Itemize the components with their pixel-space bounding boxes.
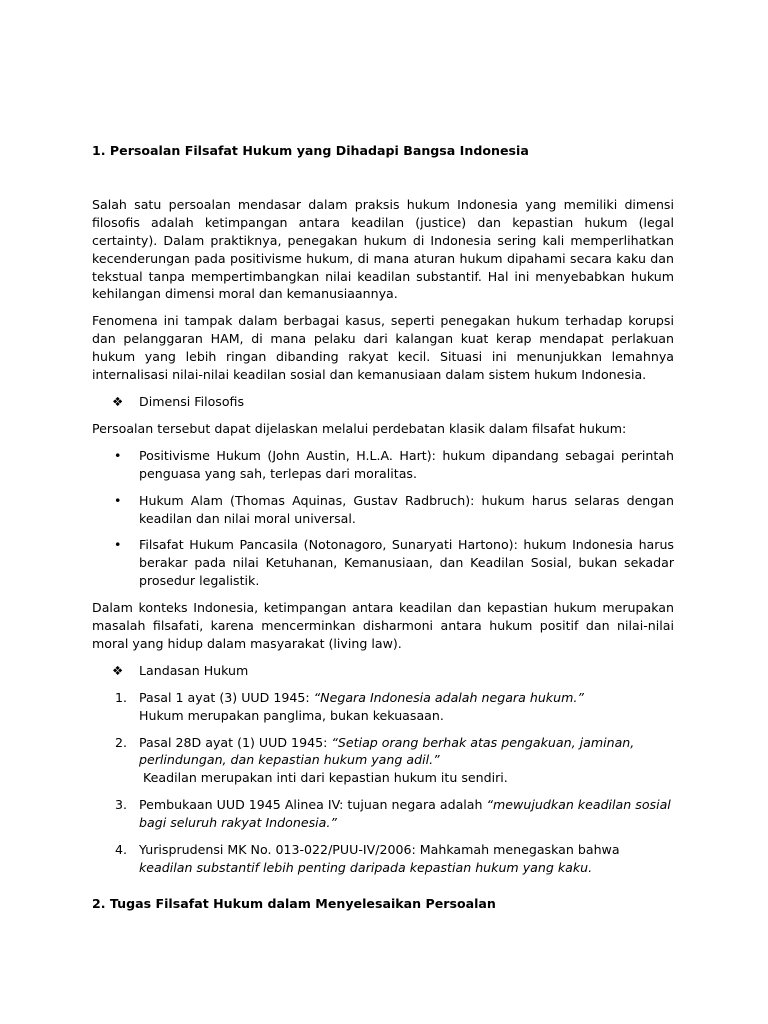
list-item-tail: Keadilan merupakan inti dari kepastian hukum itu sendiri. <box>143 770 508 786</box>
subheading-landasan-hukum <box>92 662 674 680</box>
philosophy-bullet-list <box>92 447 674 590</box>
subheading-label: Landasan Hukum <box>139 662 249 678</box>
list-item-text: Filsafat Hukum Pancasila (Notonagoro, Sunaryati Hartono): hukum Indonesia harus berakar pada nilai Ketuhanan, Kemanusiaan, dan Keadilan Sosial, bukan sekadar prosedur legalistik. <box>139 537 674 589</box>
round-bullet-icon: • <box>114 537 122 553</box>
list-item <box>92 536 674 590</box>
list-item-text: Hukum Alam (Thomas Aquinas, Gustav Radbruch): hukum harus selaras dengan keadilan dan nilai moral universal. <box>139 492 674 526</box>
list-item-quote: “Setiap orang berhak atas pengakuan, jaminan, perlindungan, dan kepastian hukum yang adil.” <box>139 734 635 768</box>
diamond-bullet-icon: ❖ <box>112 662 124 678</box>
list-item-text <box>139 734 674 788</box>
list-item <box>92 689 674 725</box>
list-number: 2. <box>115 734 128 750</box>
section-1-title: 1. Persoalan Filsafat Hukum yang Dihadapi Bangsa Indonesia <box>92 143 529 158</box>
list-item-quote: “Negara Indonesia adalah negara hukum.” <box>313 689 584 705</box>
list-item-text <box>139 841 674 877</box>
list-item <box>92 796 674 832</box>
list-item-text: Positivisme Hukum (John Austin, H.L.A. Hart): hukum dipandang sebagai perintah penguasa yang sah, terlepas dari moralitas. <box>139 447 674 481</box>
list-item-quote: “mewujudkan keadilan sosial bagi seluruh rakyat Indonesia.” <box>139 797 671 831</box>
paragraph-3: Dalam konteks Indonesia, ketimpangan antara keadilan dan kepastian hukum merupakan masalah filsafati, karena mencerminkan disharmoni antara hukum positif dan nilai-nilai moral yang hidup dalam masyarakat (living law). <box>92 600 674 651</box>
sub1-intro: Persoalan tersebut dapat dijelaskan melalui perdebatan klasik dalam filsafat hukum: <box>92 420 627 436</box>
list-number: 1. <box>115 689 128 705</box>
paragraph-1: Salah satu persoalan mendasar dalam praksis hukum Indonesia yang memiliki dimensi filosofis adalah ketimpangan antara keadilan (justice) dan kepastian hukum (legal certainty). Dalam praktiknya, penegakan hukum di Indonesia sering kali memperlihatkan kecenderungan pada positivisme hukum, di mana aturan hukum dipahami secara kaku dan tekstual tanpa mempertimbangkan nilai keadilan substantif. Hal ini menyebabkan hukum kehilangan dimensi moral dan kemanusiaannya. <box>92 196 674 302</box>
list-item-lead: Pasal 1 ayat (3) UUD 1945: <box>139 689 314 705</box>
list-item-tail: Hukum merupakan panglima, bukan kekuasaan. <box>139 707 444 723</box>
legal-basis-numbered-list <box>92 689 674 877</box>
list-number: 3. <box>115 797 128 813</box>
list-number: 4. <box>115 842 128 858</box>
list-item-quote: keadilan substantif lebih penting daripada kepastian hukum yang kaku. <box>139 860 593 875</box>
list-item <box>92 492 674 528</box>
round-bullet-icon: • <box>114 492 122 508</box>
paragraph-2: Fenomena ini tampak dalam berbagai kasus, seperti penegakan hukum terhadap korupsi dan pelanggaran HAM, di mana pelaku dari kalangan kuat kerap mendapat perlakuan hukum yang lebih ringan dibanding rakyat kecil. Situasi ini menunjukkan lemahnya internalisasi nilai-nilai keadilan sosial dan kemanusiaan dalam sistem hukum Indonesia. <box>92 313 674 383</box>
diamond-bullet-icon: ❖ <box>112 393 124 409</box>
list-item <box>92 841 674 877</box>
list-item-text <box>139 689 674 725</box>
document-page <box>92 142 674 911</box>
list-item <box>92 447 674 483</box>
list-item-lead: Yurisprudensi MK No. 013-022/PUU-IV/2006: Mahkamah menegaskan bahwa <box>139 842 620 858</box>
list-item-lead: Pasal 28D ayat (1) UUD 1945: <box>139 734 332 750</box>
list-item <box>92 734 674 788</box>
subheading-label: Dimensi Filosofis <box>139 393 245 409</box>
round-bullet-icon: • <box>114 447 122 463</box>
list-item-lead: Pembukaan UUD 1945 Alinea IV: tujuan negara adalah <box>139 797 487 813</box>
subheading-dimensi-filosofis <box>92 393 674 411</box>
section-2-title: 2. Tugas Filsafat Hukum dalam Menyelesaikan Persoalan <box>92 896 496 911</box>
list-item-text <box>139 796 674 832</box>
